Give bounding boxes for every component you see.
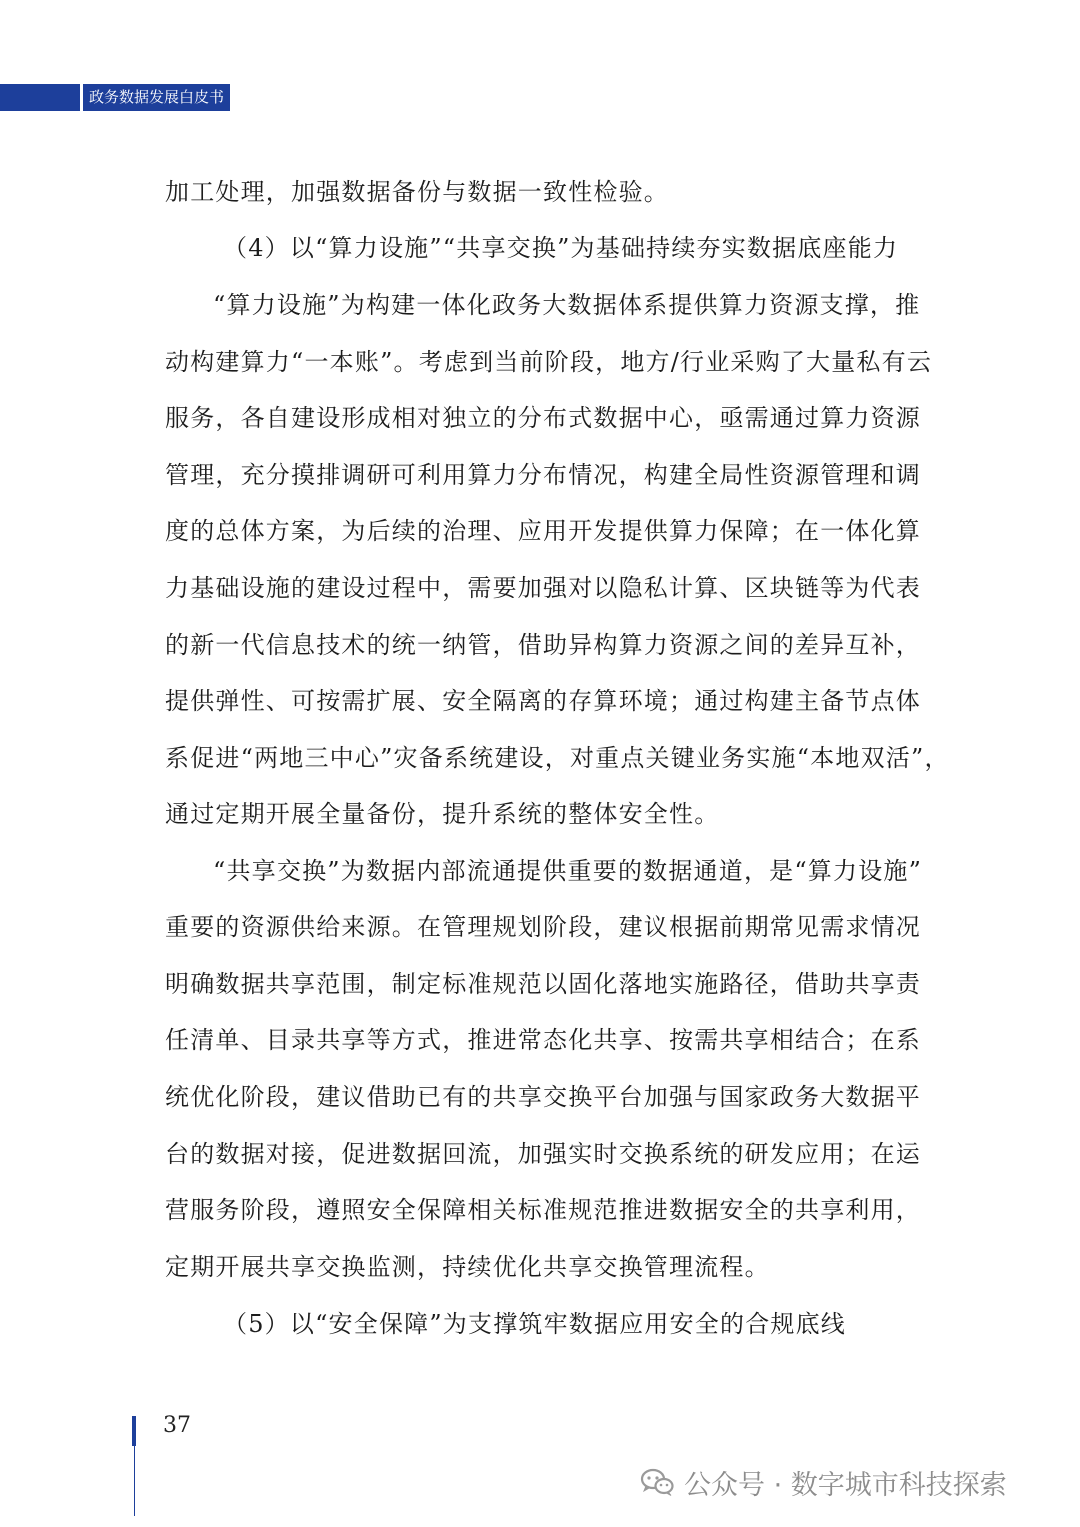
watermark: [640, 1462, 1007, 1502]
wechat-icon: [640, 1467, 674, 1497]
text-line: 明确数据共享范围，制定标准规范以固化落地实施路径，借助共享责: [165, 970, 921, 998]
section-heading-4: （4）以“算力设施”“共享交换”为基础持续夯实数据底座能力: [223, 234, 899, 262]
watermark-text: 公众号 · 数字城市科技探索: [684, 1469, 1007, 1501]
text-line: 重要的资源供给来源。在管理规划阶段，建议根据前期常见需求情况: [165, 913, 921, 941]
text-line: 提供弹性、可按需扩展、安全隔离的存算环境；通过构建主备节点体: [165, 687, 921, 715]
text-line: “共享交换”为数据内部流通提供重要的数据通道，是“算力设施”: [213, 857, 923, 885]
text-line: 度的总体方案，为后续的治理、应用开发提供算力保障；在一体化算: [165, 517, 921, 545]
header-accent-bar: [0, 84, 80, 111]
page-number: 37: [163, 1413, 191, 1438]
text-line: 通过定期开展全量备份，提升系统的整体安全性。: [165, 800, 720, 828]
document-title-tag: 政务数据发展白皮书: [83, 84, 230, 111]
text-line: 系促进“两地三中心”灾备系统建设，对重点关键业务实施“本地双活”，: [165, 744, 950, 772]
text-line: 力基础设施的建设过程中，需要加强对以隐私计算、区块链等为代表: [165, 574, 921, 602]
text-line: 任清单、目录共享等方式，推进常态化共享、按需共享相结合；在系: [165, 1026, 921, 1054]
page-number-accent: [132, 1416, 136, 1446]
text-line: 服务，各自建设形成相对独立的分布式数据中心，亟需通过算力资源: [165, 404, 921, 432]
text-line: 统优化阶段，建议借助已有的共享交换平台加强与国家政务大数据平: [165, 1083, 921, 1111]
text-line: 定期开展共享交换监测，持续优化共享交换管理流程。: [165, 1253, 770, 1281]
text-line: 动构建算力“一本账”。考虑到当前阶段，地方/行业采购了大量私有云: [165, 348, 933, 376]
section-heading-5: （5）以“安全保障”为支撑筑牢数据应用安全的合规底线: [223, 1310, 847, 1338]
footer-rule: [134, 1446, 135, 1516]
text-line: 营服务阶段，遵照安全保障相关标准规范推进数据安全的共享利用，: [165, 1196, 921, 1224]
text-line: 台的数据对接，促进数据回流，加强实时交换系统的研发应用；在运: [165, 1140, 921, 1168]
text-line: 管理，充分摸排调研可利用算力分布情况，构建全局性资源管理和调: [165, 461, 921, 489]
text-line: “算力设施”为构建一体化政务大数据体系提供算力资源支撑，推: [213, 291, 921, 319]
text-line: 的新一代信息技术的统一纳管，借助异构算力资源之间的差异互补，: [165, 631, 921, 659]
text-line: 加工处理，加强数据备份与数据一致性检验。: [165, 178, 669, 206]
